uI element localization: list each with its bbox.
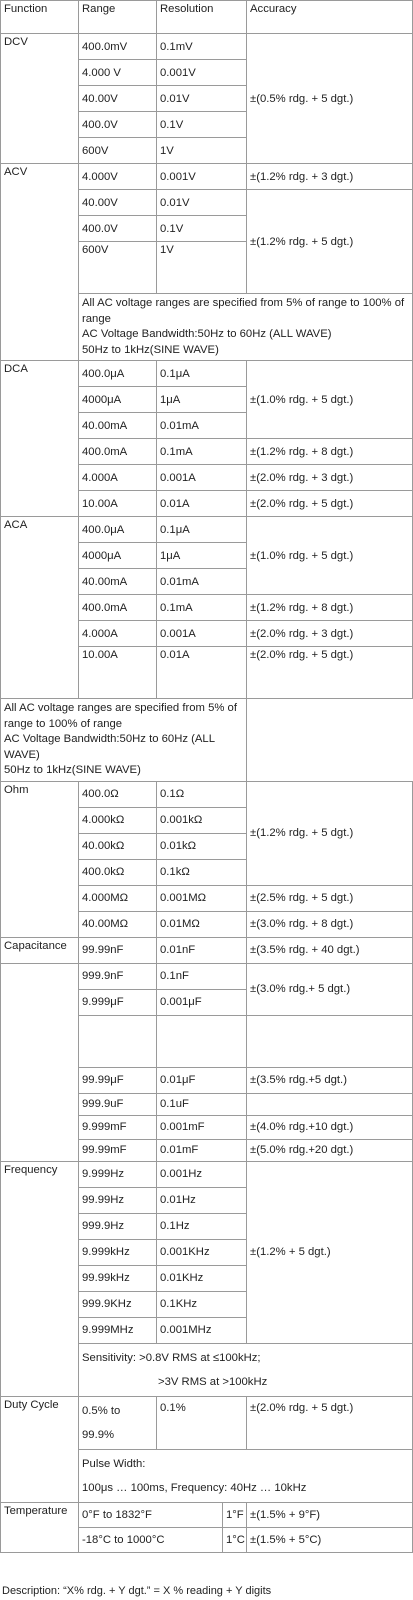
range-cell: 9.999Hz [79,1161,157,1187]
function-ohm: Ohm [1,781,79,937]
accuracy-cell: ±(2.0% rdg. + 3 dgt.) [247,465,413,491]
range-cell: 400.0μA [79,517,157,543]
header-row [1,1,413,34]
range-cell: 4.000MΩ [79,885,157,911]
resolution-cell: 0.001KHz [157,1239,247,1265]
note-line: All AC voltage ranges are specified from 5% of range to 100% of range [82,297,405,325]
resolution-cell: 0.1V [157,216,247,242]
note-cell [1,699,247,782]
resolution-cell: 0.001A [157,621,247,647]
range-cell: 4.000A [79,465,157,491]
resolution-cell: 0.001kΩ [157,807,247,833]
range-cell: 40.00V [79,190,157,216]
table-row [1,361,413,387]
resolution-cell: 1°C [223,1527,247,1552]
note-line: Pulse Width: [82,1457,146,1470]
table-row [1,164,413,190]
range-cell: 400.0mV [79,34,157,60]
range-cell: 9.999kHz [79,1239,157,1265]
note-line: >3V RMS at >100kHz [158,1375,268,1388]
resolution-cell [157,1015,247,1067]
note-cell [79,294,413,361]
resolution-cell: 0.01V [157,190,247,216]
description-footnote: Description: “X% rdg. + Y dgt.” = X % reading + Y digits [2,1585,272,1597]
function-capacitance: Capacitance [1,937,79,963]
range-cell: 999.9uF [79,1093,157,1115]
table-row [1,1161,413,1187]
range-cell: 600V [79,138,157,164]
range-cell: 600V [79,242,157,294]
range-cell: 4.000kΩ [79,807,157,833]
range-cell: 999.9nF [79,963,157,989]
range-cell: 9.999mF [79,1115,157,1139]
resolution-cell: 0.01mF [157,1139,247,1161]
function-acv: ACV [1,164,79,361]
resolution-cell: 0.01mA [157,569,247,595]
function-dcv: DCV [1,34,79,164]
range-cell: 10.00A [79,647,157,699]
header-range: Range [79,1,157,34]
header-accuracy: Accuracy [247,1,413,34]
resolution-cell: 0.01mA [157,413,247,439]
range-cell: 999.9Hz [79,1213,157,1239]
accuracy-cell: ±(4.0% rdg.+10 dgt.) [247,1115,413,1139]
note-line: Sensitivity: >0.8V RMS at ≤100kHz; [82,1351,261,1364]
table-row [1,1396,413,1449]
resolution-cell: 0.1μA [157,517,247,543]
function-temperature: Temperature [1,1502,79,1552]
range-cell: 10.00A [79,491,157,517]
resolution-cell: 0.1KHz [157,1291,247,1317]
resolution-cell: 0.1nF [157,963,247,989]
range-cell: 4000μA [79,387,157,413]
resolution-cell: 0.1V [157,112,247,138]
resolution-cell: 0.1mA [157,595,247,621]
resolution-cell: 0.001V [157,164,247,190]
resolution-cell: 0.01A [157,491,247,517]
resolution-cell: 1V [157,242,247,294]
function-aca: ACA [1,517,79,699]
range-cell: 400.0V [79,112,157,138]
function-cell-blank [1,963,79,1161]
resolution-cell: 0.001A [157,465,247,491]
range-cell: 4.000 V [79,60,157,86]
note-row [1,699,413,782]
accuracy-cell: ±(3.5% rdg.+5 dgt.) [247,1067,413,1093]
range-cell: 9.999μF [79,989,157,1015]
accuracy-cell: ±(1.5% + 5°C) [247,1527,413,1552]
resolution-cell: 0.01KHz [157,1265,247,1291]
resolution-cell: 0.1kΩ [157,859,247,885]
accuracy-cell: ±(1.2% + 5 dgt.) [247,1161,413,1343]
accuracy-cell-blank [247,1015,413,1067]
range-cell: 99.99Hz [79,1187,157,1213]
accuracy-cell: ±(2.5% rdg. + 5 dgt.) [247,885,413,911]
accuracy-cell: ±(1.2% rdg. + 5 dgt.) [247,190,413,294]
resolution-cell: 1V [157,138,247,164]
resolution-cell: 0.01μF [157,1067,247,1093]
resolution-cell: 1°F [223,1502,247,1527]
range-cell: 400.0mA [79,595,157,621]
resolution-cell: 0.001μF [157,989,247,1015]
resolution-cell: 0.1% [157,1396,247,1449]
accuracy-cell: ±(2.0% rdg. + 5 dgt.) [247,647,413,699]
range-cell [79,1015,157,1067]
note-line: 50Hz to 1kHz(SINE WAVE) [4,764,141,776]
resolution-cell: 0.001mF [157,1115,247,1139]
range-line: 0.5% to [82,1404,121,1417]
range-cell: 400.0mA [79,439,157,465]
range-cell: 99.99μF [79,1067,157,1093]
range-cell: 4.000A [79,621,157,647]
resolution-cell: 0.01A [157,647,247,699]
range-cell: 99.99nF [79,937,157,963]
range-cell: -18°C to 1000°C [79,1527,223,1552]
range-cell: 400.0μA [79,361,157,387]
note-line: 100μs … 100ms, Frequency: 40Hz … 10kHz [82,1481,307,1494]
resolution-cell: 0.001Hz [157,1161,247,1187]
resolution-cell: 0.01MΩ [157,911,247,937]
accuracy-cell-blank [247,1093,413,1115]
resolution-cell: 0.1Hz [157,1213,247,1239]
note-line: All AC voltage ranges are specified from 5% of range to 100% of range [4,702,237,730]
resolution-cell: 0.1uF [157,1093,247,1115]
range-cell: 40.00mA [79,413,157,439]
function-dca: DCA [1,361,79,517]
resolution-cell: 0.001MΩ [157,885,247,911]
function-frequency: Frequency [1,1161,79,1396]
accuracy-cell: ±(1.2% rdg. + 8 dgt.) [247,595,413,621]
accuracy-cell: ±(1.2% rdg. + 5 dgt.) [247,781,413,885]
accuracy-cell: ±(1.2% rdg. + 3 dgt.) [247,164,413,190]
table-row [1,517,413,543]
range-cell: 40.00kΩ [79,833,157,859]
range-cell: 40.00MΩ [79,911,157,937]
accuracy-cell: ±(5.0% rdg.+20 dgt.) [247,1139,413,1161]
accuracy-cell: ±(3.5% rdg. + 40 dgt.) [247,937,413,963]
resolution-cell: 0.1mA [157,439,247,465]
resolution-cell: 0.001MHz [157,1317,247,1343]
header-function: Function [1,1,79,34]
accuracy-cell: ±(1.0% rdg. + 5 dgt.) [247,517,413,595]
table-row [1,781,413,807]
note-cell [79,1343,413,1396]
range-line: 99.9% [82,1428,115,1441]
accuracy-cell: ±(3.0% rdg.+ 5 dgt.) [247,963,413,1015]
note-cell [79,1449,413,1502]
resolution-cell: 0.1Ω [157,781,247,807]
accuracy-cell: ±(2.0% rdg. + 5 dgt.) [247,1396,413,1449]
note-line: AC Voltage Bandwidth:50Hz to 60Hz (ALL WAVE) [4,733,215,761]
range-cell: 4.000V [79,164,157,190]
range-cell: 0°F to 1832°F [79,1502,223,1527]
table-row [1,34,413,60]
range-cell [79,1396,157,1449]
range-cell: 400.0Ω [79,781,157,807]
resolution-cell: 1μA [157,543,247,569]
resolution-cell: 0.01V [157,86,247,112]
accuracy-cell: ±(1.2% rdg. + 8 dgt.) [247,439,413,465]
accuracy-cell: ±(3.0% rdg. + 8 dgt.) [247,911,413,937]
range-cell: 99.99kHz [79,1265,157,1291]
accuracy-cell: ±(0.5% rdg. + 5 dgt.) [247,34,413,164]
resolution-cell: 1μA [157,387,247,413]
accuracy-cell: ±(2.0% rdg. + 5 dgt.) [247,491,413,517]
range-cell: 99.99mF [79,1139,157,1161]
resolution-cell: 0.01Hz [157,1187,247,1213]
range-cell: 9.999MHz [79,1317,157,1343]
note-line: AC Voltage Bandwidth:50Hz to 60Hz (ALL WAVE) [82,328,332,340]
header-resolution: Resolution [157,1,247,34]
range-cell: 4000μA [79,543,157,569]
resolution-cell: 0.1μA [157,361,247,387]
function-duty-cycle: Duty Cycle [1,1396,79,1502]
range-cell: 40.00mA [79,569,157,595]
range-cell: 400.0V [79,216,157,242]
table-row [1,937,413,963]
resolution-cell: 0.001V [157,60,247,86]
range-cell: 999.9KHz [79,1291,157,1317]
table-row [1,1502,413,1527]
note-line: 50Hz to 1kHz(SINE WAVE) [82,343,219,356]
accuracy-cell: ±(1.0% rdg. + 5 dgt.) [247,361,413,439]
resolution-cell: 0.01kΩ [157,833,247,859]
range-cell: 40.00V [79,86,157,112]
accuracy-cell: ±(2.0% rdg. + 3 dgt.) [247,621,413,647]
range-cell: 400.0kΩ [79,859,157,885]
resolution-cell: 0.1mV [157,34,247,60]
resolution-cell: 0.01nF [157,937,247,963]
accuracy-cell: ±(1.5% + 9°F) [247,1502,413,1527]
table-row [1,963,413,989]
